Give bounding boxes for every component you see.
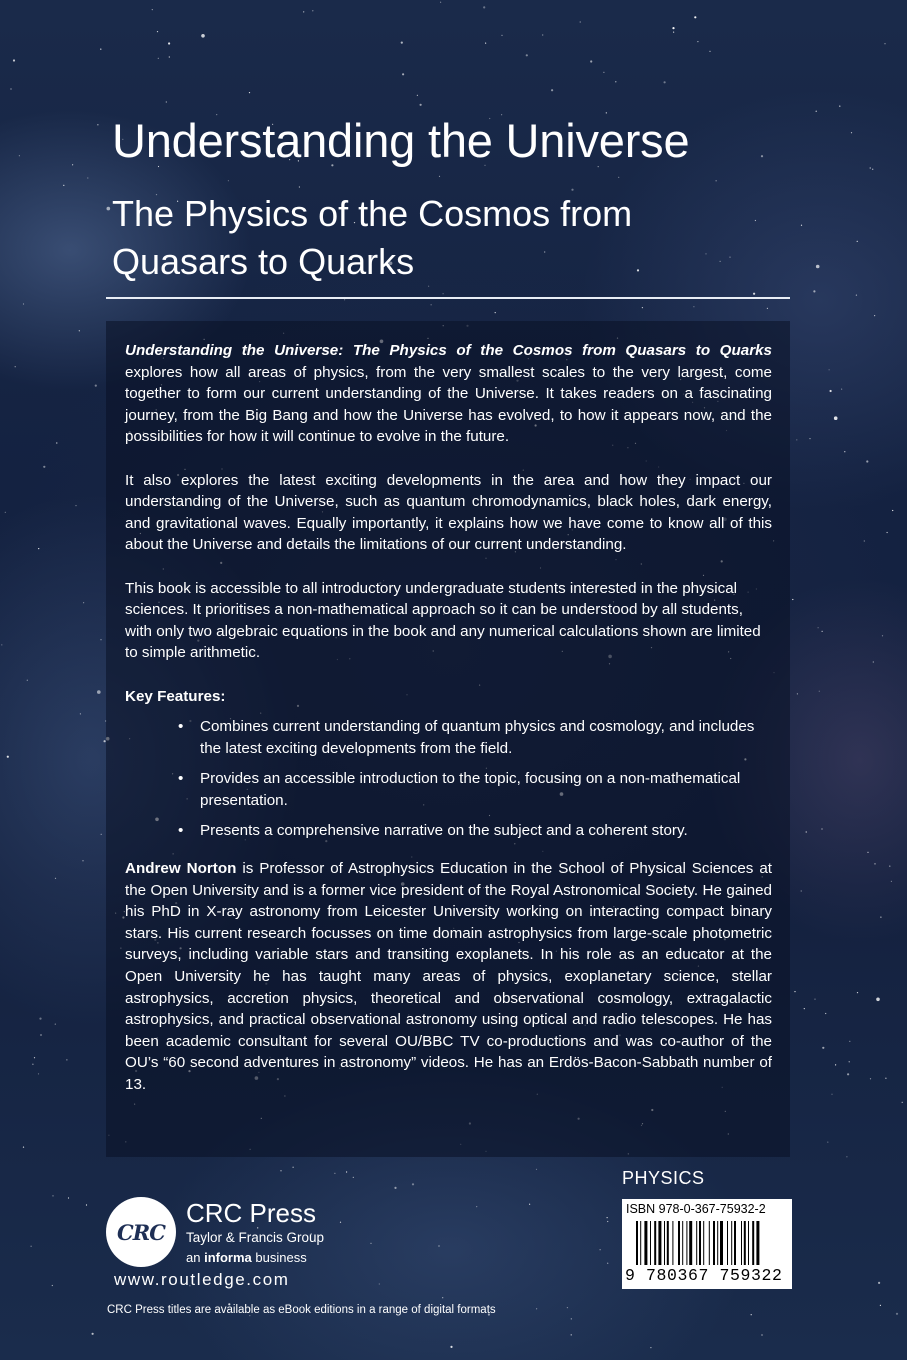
barcode-bar bbox=[658, 1221, 661, 1265]
star bbox=[431, 304, 432, 305]
ebook-note: CRC Press titles are available as eBook editions in a range of digital formats bbox=[107, 1304, 496, 1316]
star bbox=[68, 1197, 69, 1198]
star bbox=[38, 548, 39, 549]
star bbox=[100, 639, 101, 640]
star bbox=[761, 1334, 762, 1335]
barcode-bar bbox=[703, 1221, 704, 1265]
star bbox=[299, 186, 300, 187]
star bbox=[402, 73, 404, 75]
star bbox=[650, 1347, 651, 1348]
barcode-bar bbox=[686, 1221, 687, 1265]
star bbox=[887, 532, 888, 533]
star bbox=[23, 303, 24, 304]
star bbox=[673, 31, 674, 32]
star bbox=[312, 10, 313, 11]
star bbox=[158, 58, 159, 59]
star bbox=[280, 1170, 281, 1171]
star bbox=[590, 60, 592, 62]
star bbox=[379, 1283, 380, 1284]
star bbox=[249, 92, 250, 93]
star bbox=[340, 1222, 341, 1223]
key-features-list bbox=[125, 716, 772, 842]
star bbox=[536, 1308, 537, 1309]
star bbox=[821, 828, 822, 829]
barcode-bar bbox=[664, 1221, 665, 1265]
star bbox=[767, 308, 768, 309]
bullet-icon: • bbox=[178, 822, 184, 840]
star bbox=[228, 180, 229, 181]
star bbox=[844, 451, 845, 452]
star bbox=[825, 1013, 826, 1014]
book-subtitle: The Physics of the Cosmos from Quasars to Quarks bbox=[112, 193, 633, 282]
star bbox=[835, 1064, 836, 1065]
star bbox=[806, 831, 807, 832]
star bbox=[483, 6, 485, 8]
star bbox=[607, 1221, 608, 1222]
blurb-text bbox=[125, 340, 772, 1117]
star bbox=[830, 390, 832, 392]
star bbox=[874, 315, 875, 316]
star bbox=[168, 42, 170, 44]
barcode-bar bbox=[640, 1221, 641, 1265]
star bbox=[1, 644, 2, 645]
star bbox=[536, 1169, 537, 1170]
star bbox=[80, 713, 81, 714]
tagline-suffix: business bbox=[255, 1250, 307, 1265]
star bbox=[804, 1008, 805, 1009]
title-divider bbox=[106, 297, 790, 299]
star bbox=[412, 1183, 414, 1185]
key-feature-item bbox=[125, 820, 772, 842]
star bbox=[873, 661, 874, 662]
star bbox=[476, 1206, 477, 1207]
star bbox=[878, 1282, 880, 1284]
star bbox=[829, 369, 830, 370]
star bbox=[607, 1217, 608, 1218]
star bbox=[5, 512, 6, 513]
subject-category: PHYSICS bbox=[622, 1168, 705, 1188]
publisher-tagline bbox=[186, 1250, 307, 1265]
star bbox=[157, 31, 158, 32]
key-feature-text: Provides an accessible introduction to the topic, focusing on a non-mathematical presentation. bbox=[200, 770, 741, 809]
star bbox=[83, 602, 84, 603]
star bbox=[846, 1156, 847, 1157]
star bbox=[440, 2, 441, 3]
barcode-bar bbox=[756, 1221, 759, 1265]
star bbox=[82, 860, 83, 861]
star bbox=[885, 1078, 886, 1079]
star bbox=[831, 1094, 832, 1095]
barcode-bar bbox=[636, 1221, 638, 1265]
star bbox=[794, 991, 795, 992]
barcode-bar bbox=[713, 1221, 715, 1265]
star bbox=[753, 293, 755, 295]
star bbox=[417, 95, 418, 96]
star bbox=[571, 1334, 572, 1335]
star bbox=[346, 1171, 347, 1172]
star bbox=[52, 1285, 53, 1286]
star bbox=[32, 1064, 33, 1065]
star bbox=[439, 176, 440, 177]
author-name: Andrew Norton bbox=[125, 860, 237, 878]
bullet-icon: • bbox=[178, 718, 184, 736]
star bbox=[86, 1204, 87, 1205]
star bbox=[166, 101, 167, 102]
publisher-name: CRC Press bbox=[186, 1198, 317, 1228]
star bbox=[642, 307, 643, 308]
barcode-bar bbox=[731, 1221, 732, 1265]
star bbox=[52, 1195, 53, 1196]
star bbox=[303, 11, 304, 12]
star bbox=[100, 49, 101, 50]
star bbox=[693, 306, 694, 307]
publisher-website-link[interactable]: www.routledge.com bbox=[114, 1270, 290, 1289]
star bbox=[13, 59, 15, 61]
star bbox=[809, 438, 810, 439]
star bbox=[92, 1333, 94, 1335]
blurb-paragraph-2: It also explores the latest exciting developments in the area and how they impact our understanding of the Universe, such as quantum chromodynamics, black holes, dark energy, and gravitational waves. Equally importantly, it explains how we have come to know all of this about the Universe and details the limitations of our current understanding. bbox=[125, 471, 772, 554]
star bbox=[442, 1297, 443, 1298]
logo-text: CRC bbox=[117, 1219, 165, 1245]
star bbox=[97, 690, 101, 694]
star bbox=[866, 460, 868, 462]
star bbox=[169, 56, 170, 57]
star bbox=[841, 389, 842, 390]
star bbox=[293, 1167, 294, 1168]
barcode-bar bbox=[650, 1221, 651, 1265]
star bbox=[709, 51, 710, 52]
star bbox=[201, 34, 205, 38]
star bbox=[34, 1057, 35, 1058]
star bbox=[571, 1318, 572, 1319]
star bbox=[107, 207, 111, 211]
star bbox=[872, 169, 873, 170]
star bbox=[420, 104, 422, 106]
star bbox=[603, 72, 604, 73]
star bbox=[55, 878, 56, 879]
star bbox=[43, 466, 45, 468]
star bbox=[814, 999, 815, 1000]
star bbox=[851, 132, 852, 133]
star bbox=[874, 863, 875, 864]
star bbox=[751, 1314, 752, 1315]
barcode-bar bbox=[734, 1221, 736, 1265]
barcode-bar bbox=[752, 1221, 754, 1265]
author-bio-text: is Professor of Astrophysics Education in the School of Physical Sciences at the Open University and is a former vice president of the Royal Astronomical Society. He gained his PhD in X-ray astronomy from Leicester University working on interacting compact binary stars. His current research focusses on time domain astrophysics from large-scale photometric surveys, including variable stars and transiting exoplanets. In his role as an educator at the Open University he has taught many areas of physics, exoplanetary science, stellar astrophysics, accretion physics, theoretical and observational cosmology, extragalactic astrophysics, and practical observational astronomy using optical and radio telescopes. He has been academic consultant for several OU/BBC TV co-productions and was co-author of the OU’s “60 second adventures in astronomy” videos. He has an Erdös-Bacon-Sabbath number of 13. bbox=[125, 860, 772, 1093]
key-feature-item bbox=[125, 716, 772, 759]
star bbox=[97, 124, 98, 125]
star bbox=[618, 177, 619, 178]
star bbox=[615, 81, 616, 82]
star bbox=[856, 295, 857, 296]
barcode-bar bbox=[678, 1221, 680, 1265]
barcode-bar bbox=[644, 1221, 647, 1265]
star bbox=[55, 1024, 56, 1025]
star bbox=[485, 43, 486, 44]
blurb-paragraph-3: This book is accessible to all introductory undergraduate students interested in the physical sciences. It prioritises a non-mathematical approach so it can be understood by all students, with only two algebraic equations in the book and any numerical calculations shown are limited to simple arithmetic. bbox=[125, 579, 761, 662]
star bbox=[849, 1061, 850, 1062]
star bbox=[15, 366, 16, 367]
star bbox=[716, 180, 717, 181]
star bbox=[87, 177, 88, 178]
star bbox=[56, 442, 57, 443]
barcode-bar bbox=[709, 1221, 710, 1265]
star bbox=[857, 992, 858, 993]
star bbox=[761, 155, 763, 157]
key-feature-text: Presents a comprehensive narrative on the subject and a coherent story. bbox=[200, 822, 688, 840]
key-feature-text: Combines current understanding of quantum physics and cosmology, and includes the latest exciting developments from the field. bbox=[200, 718, 755, 757]
star bbox=[66, 1059, 67, 1060]
publisher-group: Taylor & Francis Group bbox=[186, 1230, 325, 1245]
star bbox=[19, 155, 20, 156]
star bbox=[79, 330, 80, 331]
blurb-lead-title: Understanding the Universe: The Physics of the Cosmos from Quasars to Quarks bbox=[125, 342, 772, 359]
star bbox=[27, 680, 28, 681]
star bbox=[101, 834, 102, 835]
barcode-bar bbox=[717, 1221, 718, 1265]
star bbox=[822, 631, 823, 632]
star bbox=[755, 220, 756, 221]
star bbox=[818, 627, 819, 628]
star bbox=[40, 1034, 41, 1035]
barcode-bar bbox=[699, 1221, 701, 1265]
star bbox=[38, 1073, 39, 1074]
bullet-icon: • bbox=[178, 770, 184, 788]
star bbox=[495, 312, 496, 313]
star bbox=[664, 81, 666, 83]
star bbox=[353, 1177, 354, 1178]
barcode-bar bbox=[689, 1221, 692, 1265]
star bbox=[792, 599, 793, 600]
star bbox=[816, 265, 820, 269]
barcode-bar bbox=[744, 1221, 746, 1265]
barcode-bar bbox=[682, 1221, 683, 1265]
barcode-bar bbox=[741, 1221, 742, 1265]
star bbox=[450, 1346, 452, 1348]
star bbox=[501, 35, 502, 36]
blurb-paragraph-1-body: explores how all areas of physics, from the very smallest scales to the very largest, come together to form our current understanding of the Universe. It takes readers on a fascinating journey, from the Big Bang and how the Universe has evolved, to how it appears now, and the possibilities for how it will continue to evolve in the future. bbox=[125, 363, 772, 446]
star bbox=[697, 41, 698, 42]
star bbox=[31, 1246, 32, 1247]
star bbox=[542, 34, 543, 35]
barcode-bar bbox=[727, 1221, 728, 1265]
star bbox=[870, 1078, 871, 1079]
star bbox=[607, 1263, 608, 1264]
star bbox=[880, 1305, 881, 1306]
barcode-icon bbox=[636, 1221, 786, 1265]
barcode-digits: 9 780367 759322 bbox=[625, 1266, 783, 1285]
star bbox=[551, 89, 553, 91]
barcode-bar bbox=[672, 1221, 673, 1265]
isbn-barcode bbox=[622, 1199, 792, 1289]
star bbox=[870, 167, 871, 168]
star bbox=[847, 1073, 849, 1075]
star bbox=[580, 21, 581, 22]
star bbox=[694, 16, 696, 18]
star bbox=[816, 111, 817, 112]
star bbox=[394, 1187, 396, 1189]
star bbox=[849, 1041, 850, 1042]
author-bio bbox=[125, 858, 772, 1096]
star bbox=[822, 1047, 824, 1049]
crc-logo-icon bbox=[106, 1197, 176, 1267]
star bbox=[10, 88, 11, 89]
blurb-paragraph-1 bbox=[125, 340, 772, 448]
star bbox=[839, 106, 840, 107]
tagline-prefix: an bbox=[186, 1250, 201, 1265]
star bbox=[834, 416, 838, 420]
star bbox=[529, 1204, 530, 1205]
star bbox=[801, 890, 802, 891]
star bbox=[334, 1173, 335, 1174]
barcode-bar bbox=[720, 1221, 723, 1265]
star bbox=[891, 881, 892, 882]
star bbox=[344, 299, 345, 300]
star bbox=[882, 635, 883, 636]
key-feature-item bbox=[125, 768, 772, 811]
star bbox=[857, 241, 858, 242]
star bbox=[880, 917, 881, 918]
star bbox=[867, 852, 868, 853]
star bbox=[797, 693, 798, 694]
star bbox=[63, 185, 64, 186]
star bbox=[443, 293, 444, 294]
barcode-bar bbox=[748, 1221, 749, 1265]
star bbox=[819, 691, 820, 692]
star bbox=[95, 385, 97, 387]
star bbox=[39, 1018, 41, 1020]
star bbox=[152, 9, 153, 10]
star bbox=[72, 164, 73, 165]
star bbox=[884, 43, 885, 44]
star bbox=[600, 1249, 601, 1250]
star bbox=[672, 27, 674, 29]
star bbox=[370, 1243, 371, 1244]
barcode-bar bbox=[654, 1221, 656, 1265]
star bbox=[401, 42, 403, 44]
tagline-brand: informa bbox=[204, 1250, 252, 1265]
star bbox=[23, 1147, 24, 1148]
star bbox=[827, 1142, 828, 1143]
star bbox=[876, 998, 880, 1002]
star bbox=[75, 505, 76, 506]
star bbox=[813, 290, 815, 292]
isbn-label: ISBN 978-0-367-75932-2 bbox=[626, 1202, 766, 1216]
star bbox=[889, 866, 890, 867]
star bbox=[796, 439, 797, 440]
star bbox=[864, 540, 865, 541]
star bbox=[896, 1313, 898, 1315]
barcode-bar bbox=[667, 1221, 669, 1265]
star bbox=[892, 510, 893, 511]
barcode-bar bbox=[696, 1221, 697, 1265]
star bbox=[526, 54, 528, 56]
key-features-heading: Key Features: bbox=[125, 687, 226, 705]
star bbox=[7, 756, 9, 758]
book-title: Understanding the Universe bbox=[112, 114, 690, 167]
star bbox=[567, 1307, 568, 1308]
star bbox=[438, 1245, 439, 1246]
star bbox=[801, 225, 802, 226]
star bbox=[902, 1102, 903, 1103]
